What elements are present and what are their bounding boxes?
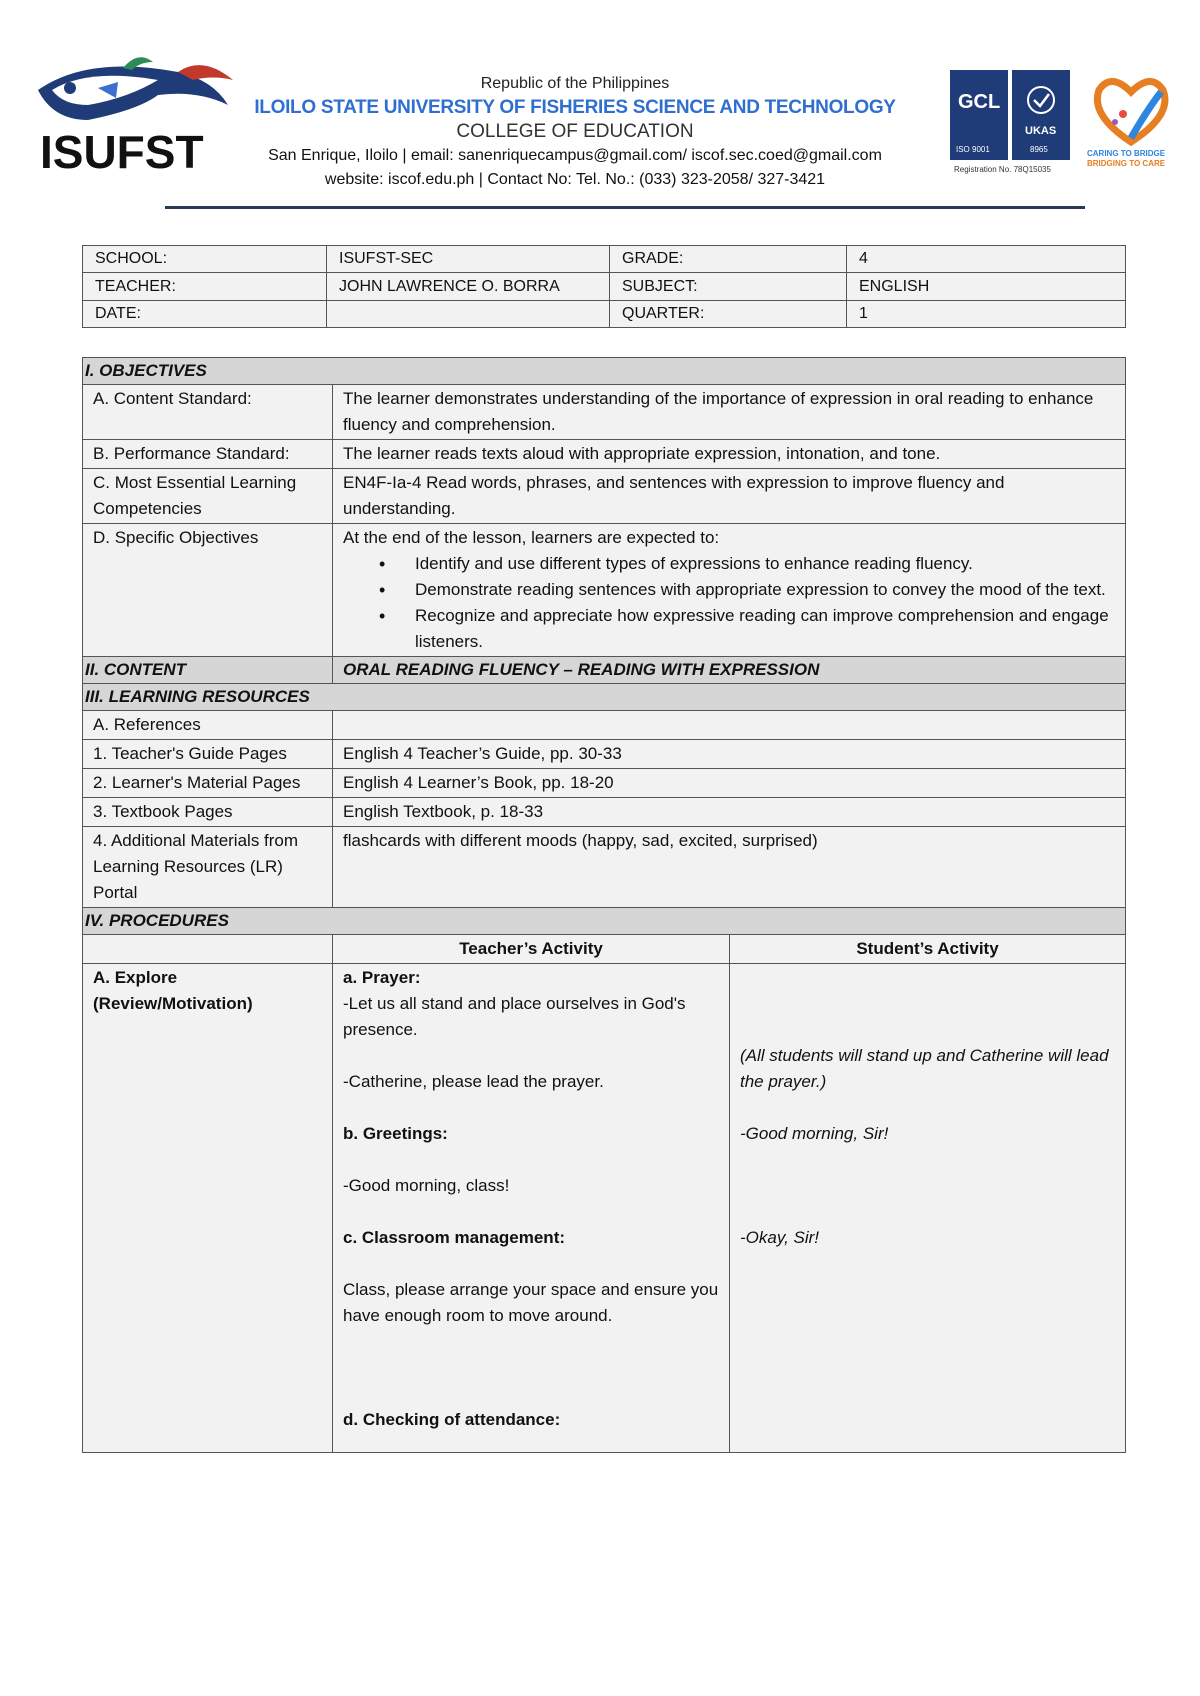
teacher-activity-header: Teacher’s Activity [333, 935, 730, 964]
iso-certification-logo [950, 70, 1072, 178]
performance-standard-text: The learner reads texts aloud with appropriate expression, intonation, and tone. [333, 440, 1126, 469]
list-item: • Recognize and appreciate how expressive reading can improve comprehension and engage listeners. [343, 603, 1115, 655]
document-header [0, 0, 1200, 215]
republic-line: Republic of the Philippines [480, 75, 670, 92]
teacher-activity-cell [333, 964, 730, 1453]
quarter-value: 1 [847, 301, 1126, 328]
empty-header-cell [83, 935, 333, 964]
content-standard-text: The learner demonstrates understanding of the importance of expression in oral reading to enhance fluency and comprehension. [333, 385, 1126, 440]
table-row [83, 827, 1126, 908]
table-row [83, 798, 1126, 827]
section-row-objectives [83, 358, 1126, 385]
university-name: ILOILO STATE UNIVERSITY OF FISHERIES SCIENCE AND TECHNOLOGY [254, 97, 896, 118]
explore-label-text: A. Explore (Review/Motivation) [93, 968, 253, 1013]
header-divider [165, 206, 1085, 209]
classroom-management-heading: c. Classroom management: [343, 1228, 566, 1247]
section-row-procedures [83, 908, 1126, 935]
textbook-value: English Textbook, p. 18-33 [333, 798, 1126, 827]
svg-text:BRIDGING TO CARE: BRIDGING TO CARE [1087, 159, 1166, 168]
college-name: COLLEGE OF EDUCATION [456, 121, 694, 142]
caring-to-bridge-logo [1085, 70, 1177, 170]
additional-materials-label: 4. Additional Materials from Learning Resources (LR) Portal [83, 827, 333, 908]
info-row [83, 246, 1126, 273]
references-label: A. References [83, 711, 333, 740]
prayer-heading: a. Prayer: [343, 968, 421, 987]
table-row [83, 711, 1126, 740]
student-response-2: -Good morning, Sir! [740, 1124, 889, 1143]
grade-label: GRADE: [610, 246, 847, 273]
logo-text: ISUFST [40, 126, 204, 175]
procedures-heading: IV. PROCEDURES [83, 908, 1126, 935]
section-row-content [83, 657, 1126, 684]
table-row [83, 469, 1126, 524]
section-row-resources [83, 684, 1126, 711]
greetings-line-1: -Good morning, class! [343, 1176, 510, 1195]
student-response-1: (All students will stand up and Catherine will lead the prayer.) [740, 1046, 1109, 1091]
table-row [83, 740, 1126, 769]
objectives-heading: I. OBJECTIVES [83, 358, 1126, 385]
learners-material-value: English 4 Learner’s Book, pp. 18-20 [333, 769, 1126, 798]
svg-text:UKAS: UKAS [1025, 125, 1057, 137]
table-row [83, 385, 1126, 440]
content-title: ORAL READING FLUENCY – READING WITH EXPRESSION [333, 657, 1126, 684]
lesson-info-table [82, 245, 1126, 328]
content-heading: II. CONTENT [83, 657, 333, 684]
school-label: SCHOOL: [83, 246, 327, 273]
school-value: ISUFST-SEC [327, 246, 610, 273]
classroom-management-line-1: Class, please arrange your space and ensure you have enough room to move around. [343, 1280, 719, 1325]
procedures-column-header [83, 935, 1126, 964]
performance-standard-label: B. Performance Standard: [83, 440, 333, 469]
lesson-plan-table [82, 357, 1126, 1453]
specific-objectives-cell [333, 524, 1126, 657]
attendance-heading: d. Checking of attendance: [343, 1410, 561, 1429]
table-row [83, 524, 1126, 657]
svg-text:Registration No. 78Q15035: Registration No. 78Q15035 [954, 165, 1051, 174]
info-row [83, 273, 1126, 301]
learners-material-label: 2. Learner's Material Pages [83, 769, 333, 798]
date-value [327, 301, 610, 328]
teachers-guide-label: 1. Teacher's Guide Pages [83, 740, 333, 769]
date-label: DATE: [83, 301, 327, 328]
website-line: website: iscof.edu.ph | Contact No: Tel. No.: (033) 323-2058/ 327-3421 [324, 171, 826, 188]
quarter-label: QUARTER: [610, 301, 847, 328]
resources-heading: III. LEARNING RESOURCES [83, 684, 1126, 711]
references-value [333, 711, 1126, 740]
list-item: • Identify and use different types of expressions to enhance reading fluency. [343, 551, 1115, 577]
student-activity-header: Student’s Activity [730, 935, 1126, 964]
specific-objectives-label: D. Specific Objectives [83, 524, 333, 657]
svg-text:8965: 8965 [1030, 145, 1048, 154]
prayer-line-1: -Let us all stand and place ourselves in God's presence. [343, 994, 686, 1039]
specific-objectives-intro: At the end of the lesson, learners are expected to: [343, 528, 720, 547]
subject-label: SUBJECT: [610, 273, 847, 301]
list-item: • Demonstrate reading sentences with appropriate expression to convey the mood of the text. [343, 577, 1115, 603]
student-activity-cell [730, 964, 1126, 1453]
subject-value: ENGLISH [847, 273, 1126, 301]
explore-label [83, 964, 333, 1453]
teacher-label: TEACHER: [83, 273, 327, 301]
content-standard-label: A. Content Standard: [83, 385, 333, 440]
melc-label: C. Most Essential Learning Competencies [83, 469, 333, 524]
prayer-line-2: -Catherine, please lead the prayer. [343, 1072, 604, 1091]
svg-text:CARING TO BRIDGE: CARING TO BRIDGE [1087, 149, 1166, 158]
teacher-value: JOHN LAWRENCE O. BORRA [327, 273, 610, 301]
svg-text:GCL: GCL [958, 91, 1001, 113]
greetings-heading: b. Greetings: [343, 1124, 448, 1143]
table-row [83, 769, 1126, 798]
header-text-block [205, 72, 945, 192]
teachers-guide-value: English 4 Teacher’s Guide, pp. 30-33 [333, 740, 1126, 769]
address-line: San Enrique, Iloilo | email: sanenriquecampus@gmail.com/ iscof.sec.coed@gmail.com [268, 147, 882, 164]
student-response-3: -Okay, Sir! [740, 1228, 820, 1247]
table-row [83, 440, 1126, 469]
textbook-label: 3. Textbook Pages [83, 798, 333, 827]
grade-value: 4 [847, 246, 1126, 273]
svg-text:ISO 9001: ISO 9001 [956, 145, 990, 154]
additional-materials-value: flashcards with different moods (happy, sad, excited, surprised) [333, 827, 1126, 908]
info-row [83, 301, 1126, 328]
melc-text: EN4F-Ia-4 Read words, phrases, and sentences with expression to improve fluency and understanding. [333, 469, 1126, 524]
procedure-row-explore [83, 964, 1126, 1453]
specific-objectives-list [343, 551, 1115, 655]
